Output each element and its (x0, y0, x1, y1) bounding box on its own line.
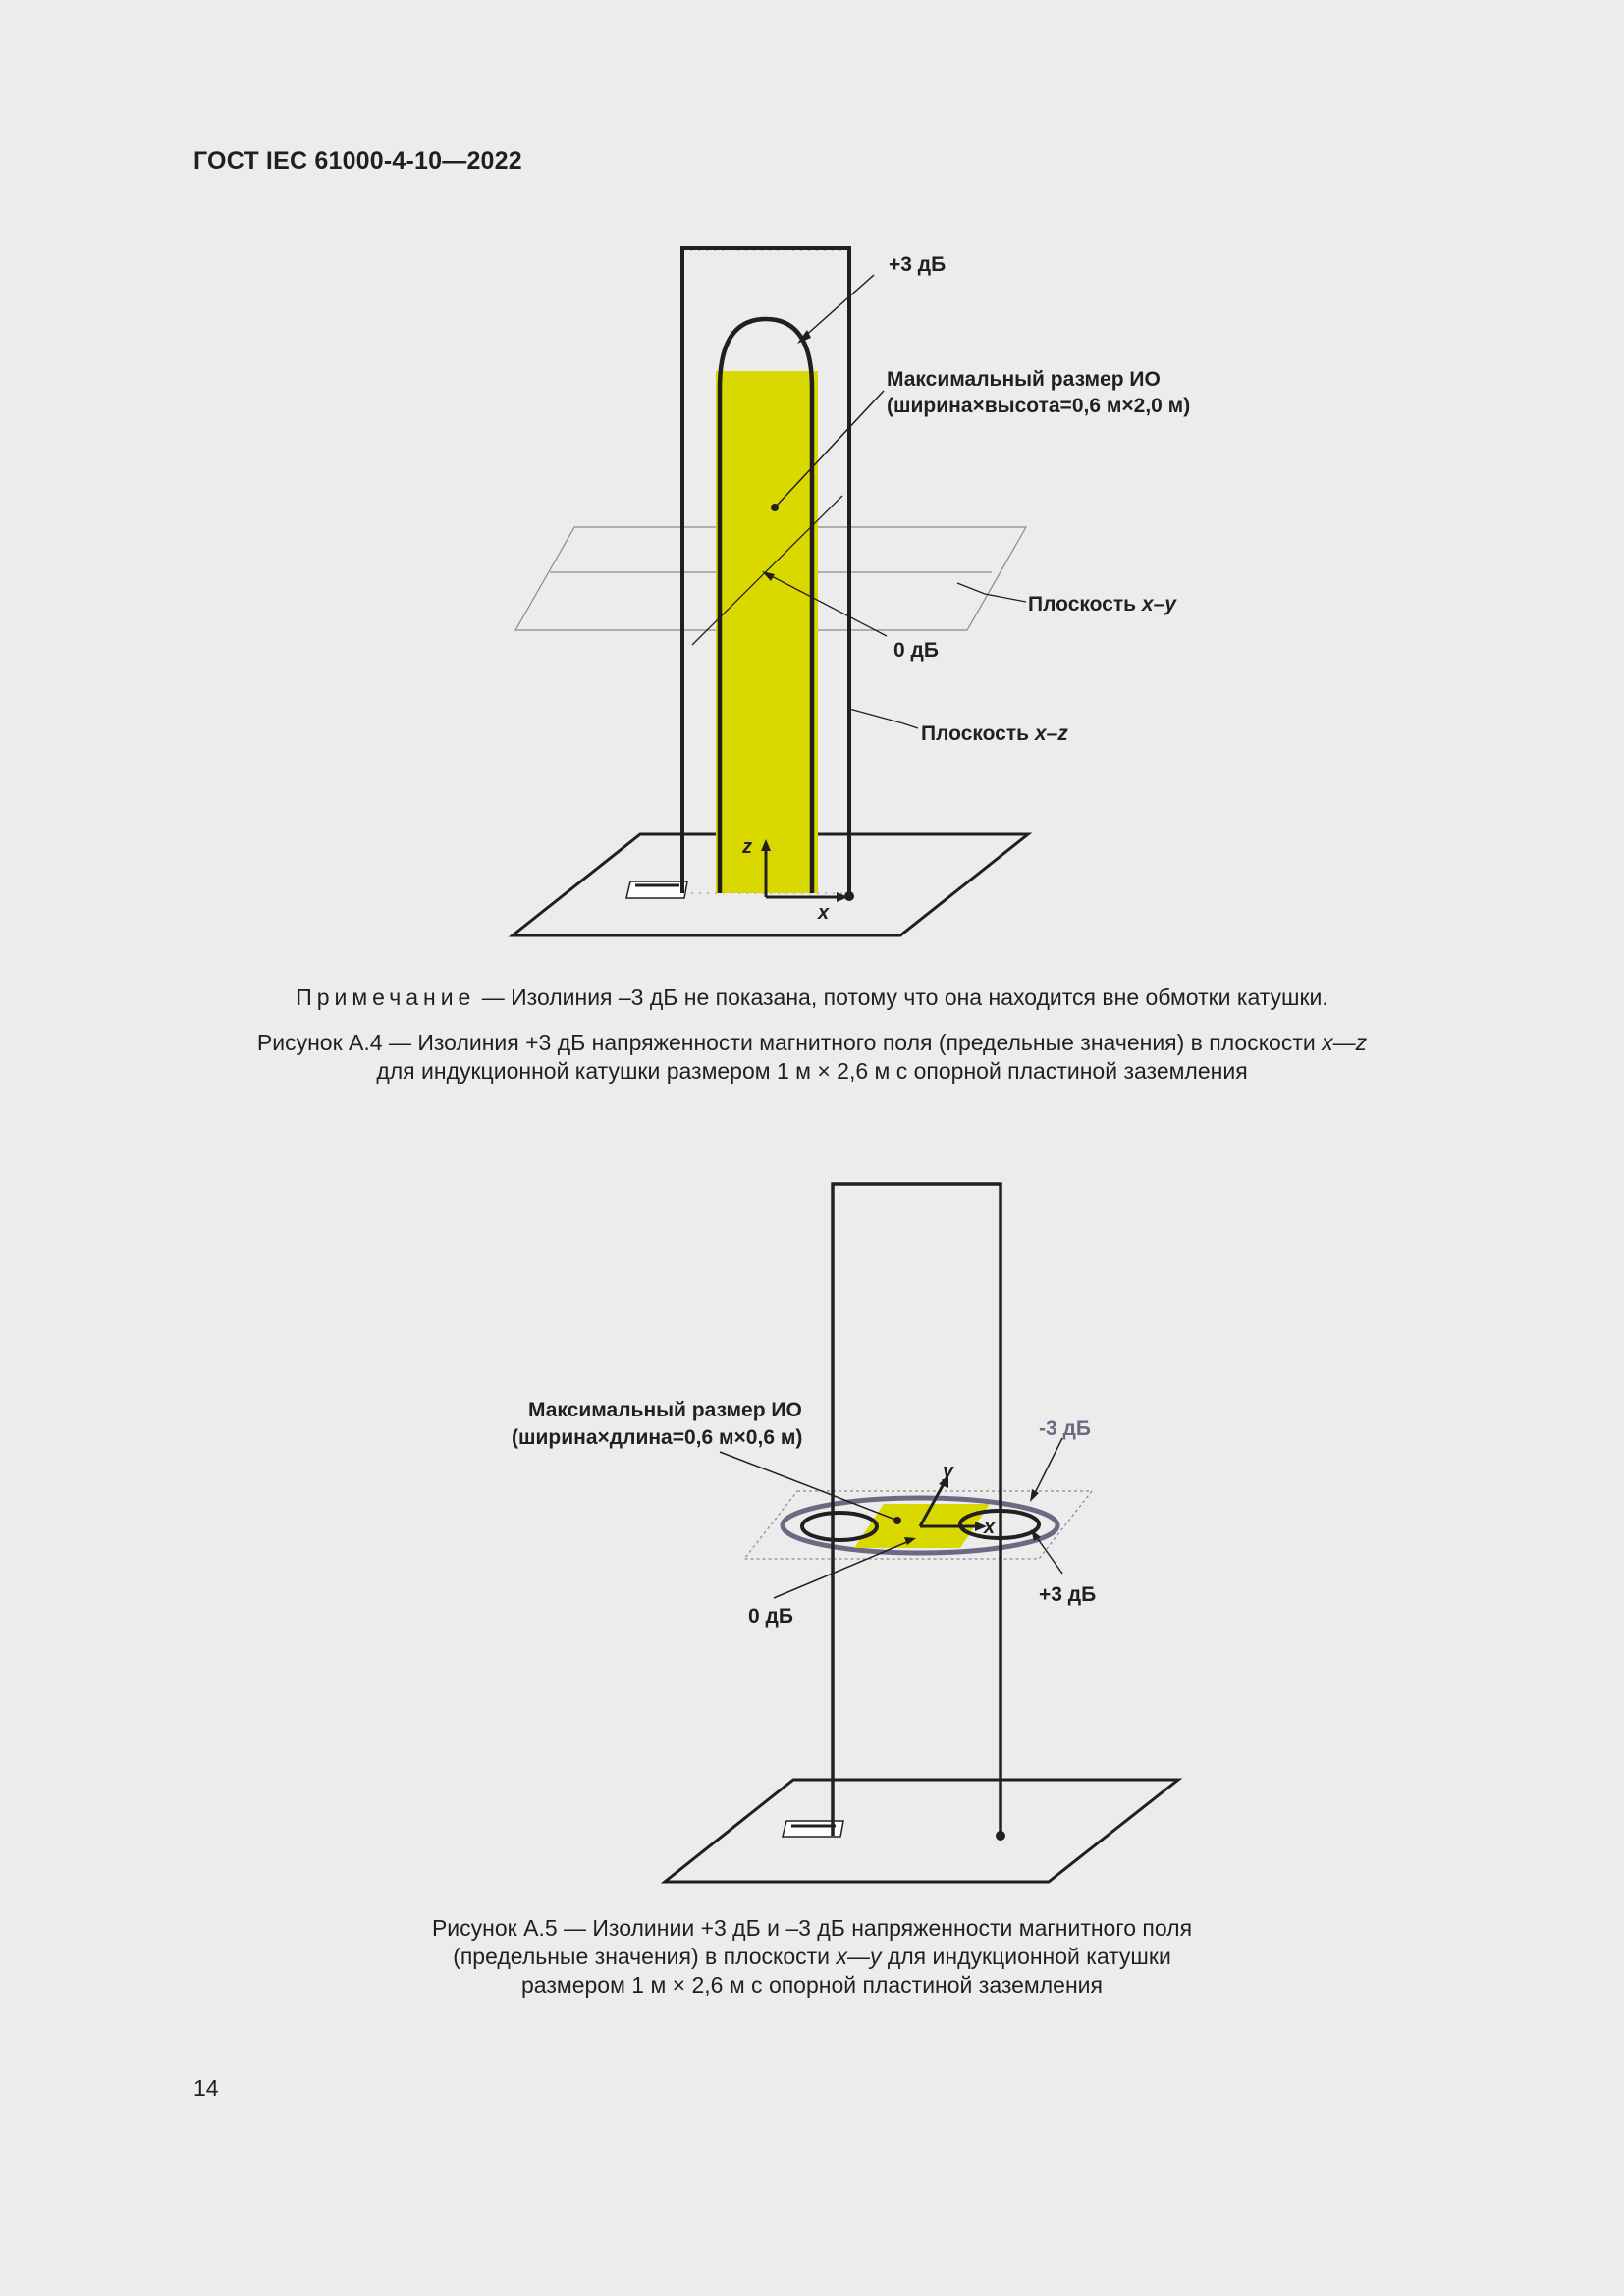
axis-z-label: z (742, 836, 752, 858)
caption-line: для индукционной катушки размером 1 м × 2,6 м с опорной пластиной заземления (376, 1058, 1248, 1084)
contour-plus3-left (802, 1513, 877, 1540)
caption-line: (предельные значения) в плоскости x—y для индукционной катушки (453, 1944, 1171, 1969)
label-0db: 0 дБ (748, 1605, 793, 1628)
axis-x-label: x (984, 1517, 996, 1538)
label-plus3: +3 дБ (889, 253, 947, 276)
page-number: 14 (193, 2075, 219, 2101)
label-eut-line2: (ширина×длина=0,6 м×0,6 м) (512, 1426, 803, 1449)
label-plane-xz: Плоскость x–z (921, 722, 1068, 745)
caption-line: Рисунок А.4 — Изолиния +3 дБ напряженности магнитного поля (предельные значения) в плоскости x—z (256, 1030, 1368, 1055)
label-eut-line2: (ширина×высота=0,6 м×2,0 м) (887, 395, 1191, 417)
label-minus3: -3 дБ (1039, 1417, 1091, 1440)
document-header: ГОСТ IEC 61000-4-10—2022 (193, 147, 522, 175)
label-eut-line1: Максимальный размер ИО (887, 368, 1161, 391)
label-plus3: +3 дБ (1039, 1583, 1097, 1606)
caption-line: Рисунок А.5 — Изолинии +3 дБ и –3 дБ напряженности магнитного поля (431, 1915, 1193, 1941)
label-plane-xy: Плоскость x–y (1028, 593, 1176, 615)
axis-x-label: x (818, 902, 830, 924)
label-eut-line1: Максимальный размер ИО (528, 1399, 802, 1421)
label-0db: 0 дБ (893, 639, 939, 662)
caption-line: размером 1 м × 2,6 м с опорной пластиной заземления (521, 1972, 1103, 1998)
figure-a4-note: Примечание — Изолиния –3 дБ не показана, потому что она находится вне обмотки катушки. (296, 985, 1328, 1010)
figure-a5-caption (0, 1914, 1624, 2000)
ground-plate (665, 1780, 1178, 1882)
axis-y-label: y (943, 1461, 954, 1482)
